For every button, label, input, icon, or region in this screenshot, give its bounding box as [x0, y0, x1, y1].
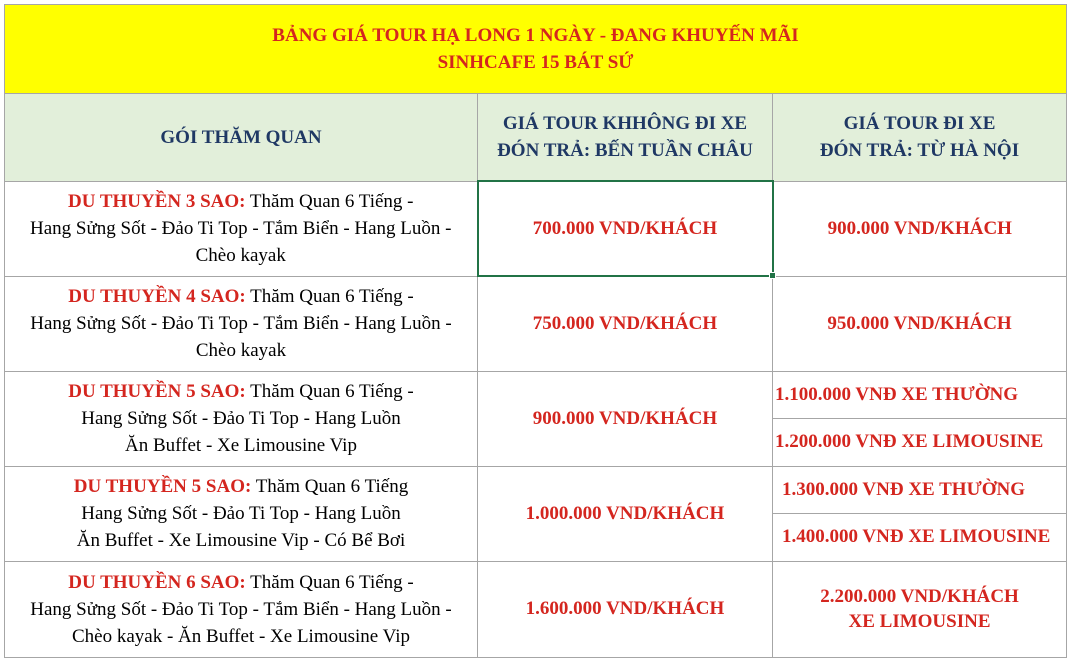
package-line-1 — [5, 378, 477, 405]
package-cell[interactable] — [5, 371, 478, 466]
package-name: DU THUYỀN 5 SAO: — [68, 381, 246, 402]
price-no-car-cell[interactable] — [478, 561, 773, 657]
title-row — [5, 5, 1067, 94]
table-title-line-1: BẢNG GIÁ TOUR HẠ LONG 1 NGÀY - ĐANG KHUYẾN MÃI — [272, 25, 799, 46]
price-car-standard: 1.300.000 VNĐ XE THƯỜNG — [782, 478, 1025, 500]
table-title-line-2: SINHCAFE 15 BÁT SỨ — [437, 52, 634, 73]
price-car-standard-cell[interactable] — [773, 467, 1066, 515]
package-line-2: Hang Sửng Sốt - Đảo Ti Top - Tắm Biển - Hang Luồn - — [30, 313, 452, 334]
package-name: DU THUYỀN 5 SAO: — [73, 476, 252, 497]
price-with-car-cell[interactable] — [773, 181, 1067, 276]
header-no-car-line-2: ĐÓN TRẢ: BẾN TUẦN CHÂU — [497, 140, 753, 161]
package-line-3: Ăn Buffet - Xe Limousine Vip - Có Bể Bơi — [76, 530, 406, 551]
header-row — [5, 94, 1067, 182]
package-line-1 — [5, 188, 477, 215]
price-no-car: 900.000 VND/KHÁCH — [532, 407, 718, 429]
price-with-car-split — [773, 372, 1066, 466]
price-car-limousine-cell[interactable] — [773, 419, 1066, 466]
header-with-car-cell[interactable] — [773, 94, 1067, 182]
price-no-car-cell[interactable] — [478, 371, 773, 466]
table-row — [5, 276, 1067, 371]
price-with-car-split — [773, 467, 1066, 561]
header-package-cell[interactable] — [5, 94, 478, 182]
price-with-car-cell — [773, 371, 1067, 466]
package-name: DU THUYỀN 4 SAO: — [68, 286, 246, 307]
package-line-1 — [5, 283, 477, 310]
package-name: DU THUYỀN 6 SAO: — [68, 571, 246, 593]
price-car-limousine: 1.200.000 VNĐ XE LIMOUSINE — [775, 431, 1044, 453]
package-line-2: Hang Sửng Sốt - Đảo Ti Top - Hang Luồn — [81, 503, 401, 524]
price-car-standard-cell[interactable] — [773, 372, 1066, 420]
table-row — [5, 181, 1067, 276]
price-no-car-cell[interactable] — [478, 466, 773, 561]
price-no-car: 1.000.000 VND/KHÁCH — [525, 502, 725, 524]
package-line-3: Chèo kayak — [195, 245, 286, 266]
table-title-cell[interactable] — [5, 5, 1067, 94]
price-no-car-cell-selected[interactable] — [478, 181, 773, 276]
package-line-1 — [5, 569, 477, 596]
fill-handle[interactable] — [769, 272, 776, 279]
price-with-car-line-2: XE LIMOUSINE — [848, 611, 991, 632]
price-with-car: 950.000 VND/KHÁCH — [827, 312, 1012, 334]
package-desc-1: Thăm Quan 6 Tiếng - — [245, 191, 414, 212]
price-with-car-cell[interactable] — [773, 276, 1067, 371]
package-desc-1: Thăm Quan 6 Tiếng — [251, 476, 409, 497]
price-with-car-cell[interactable] — [773, 561, 1067, 657]
table-row — [5, 466, 1067, 561]
price-car-limousine-cell[interactable] — [773, 514, 1066, 561]
table-row — [5, 371, 1067, 466]
package-desc-1: Thăm Quan 6 Tiếng - — [245, 286, 414, 307]
header-with-car-line-1: GIÁ TOUR ĐI XE — [843, 113, 996, 135]
package-line-1 — [5, 473, 477, 500]
table-row — [5, 561, 1067, 657]
package-cell[interactable] — [5, 466, 478, 561]
package-cell[interactable] — [5, 181, 478, 276]
package-line-2: Hang Sửng Sốt - Đảo Ti Top - Hang Luồn — [81, 408, 401, 429]
price-with-car-cell — [773, 466, 1067, 561]
header-no-car-line-1: GIÁ TOUR KHHÔNG ĐI XE — [502, 113, 748, 134]
header-with-car-line-2: ĐÓN TRẢ: TỪ HÀ NỘI — [819, 140, 1020, 162]
package-cell[interactable] — [5, 276, 478, 371]
price-no-car: 750.000 VND/KHÁCH — [532, 312, 718, 334]
price-no-car-cell[interactable] — [478, 276, 773, 371]
package-cell[interactable] — [5, 561, 478, 657]
price-with-car-line-1: 2.200.000 VND/KHÁCH — [820, 586, 1019, 607]
package-desc-1: Thăm Quan 6 Tiếng - — [245, 571, 414, 593]
price-no-car: 700.000 VND/KHÁCH — [532, 217, 718, 239]
price-car-limousine: 1.400.000 VNĐ XE LIMOUSINE — [782, 526, 1051, 548]
package-line-2: Hang Sửng Sốt - Đảo Ti Top - Tắm Biển - Hang Luồn - — [29, 218, 452, 239]
package-line-3: Chèo kayak - Ăn Buffet - Xe Limousine Vip — [72, 625, 410, 647]
price-no-car: 1.600.000 VND/KHÁCH — [525, 598, 725, 619]
package-line-2: Hang Sửng Sốt - Đảo Ti Top - Tắm Biển - Hang Luồn - — [30, 598, 452, 620]
header-package-label: GÓI THĂM QUAN — [160, 126, 322, 148]
package-line-3: Chèo kayak — [195, 340, 287, 361]
package-name: DU THUYỀN 3 SAO: — [67, 191, 246, 212]
package-line-3: Ăn Buffet - Xe Limousine Vip — [125, 435, 357, 456]
price-with-car: 900.000 VND/KHÁCH — [827, 217, 1012, 239]
tour-price-table — [4, 4, 1067, 658]
price-car-standard: 1.100.000 VNĐ XE THƯỜNG — [775, 383, 1018, 405]
header-no-car-cell[interactable] — [478, 94, 773, 182]
package-desc-1: Thăm Quan 6 Tiếng - — [245, 381, 414, 402]
